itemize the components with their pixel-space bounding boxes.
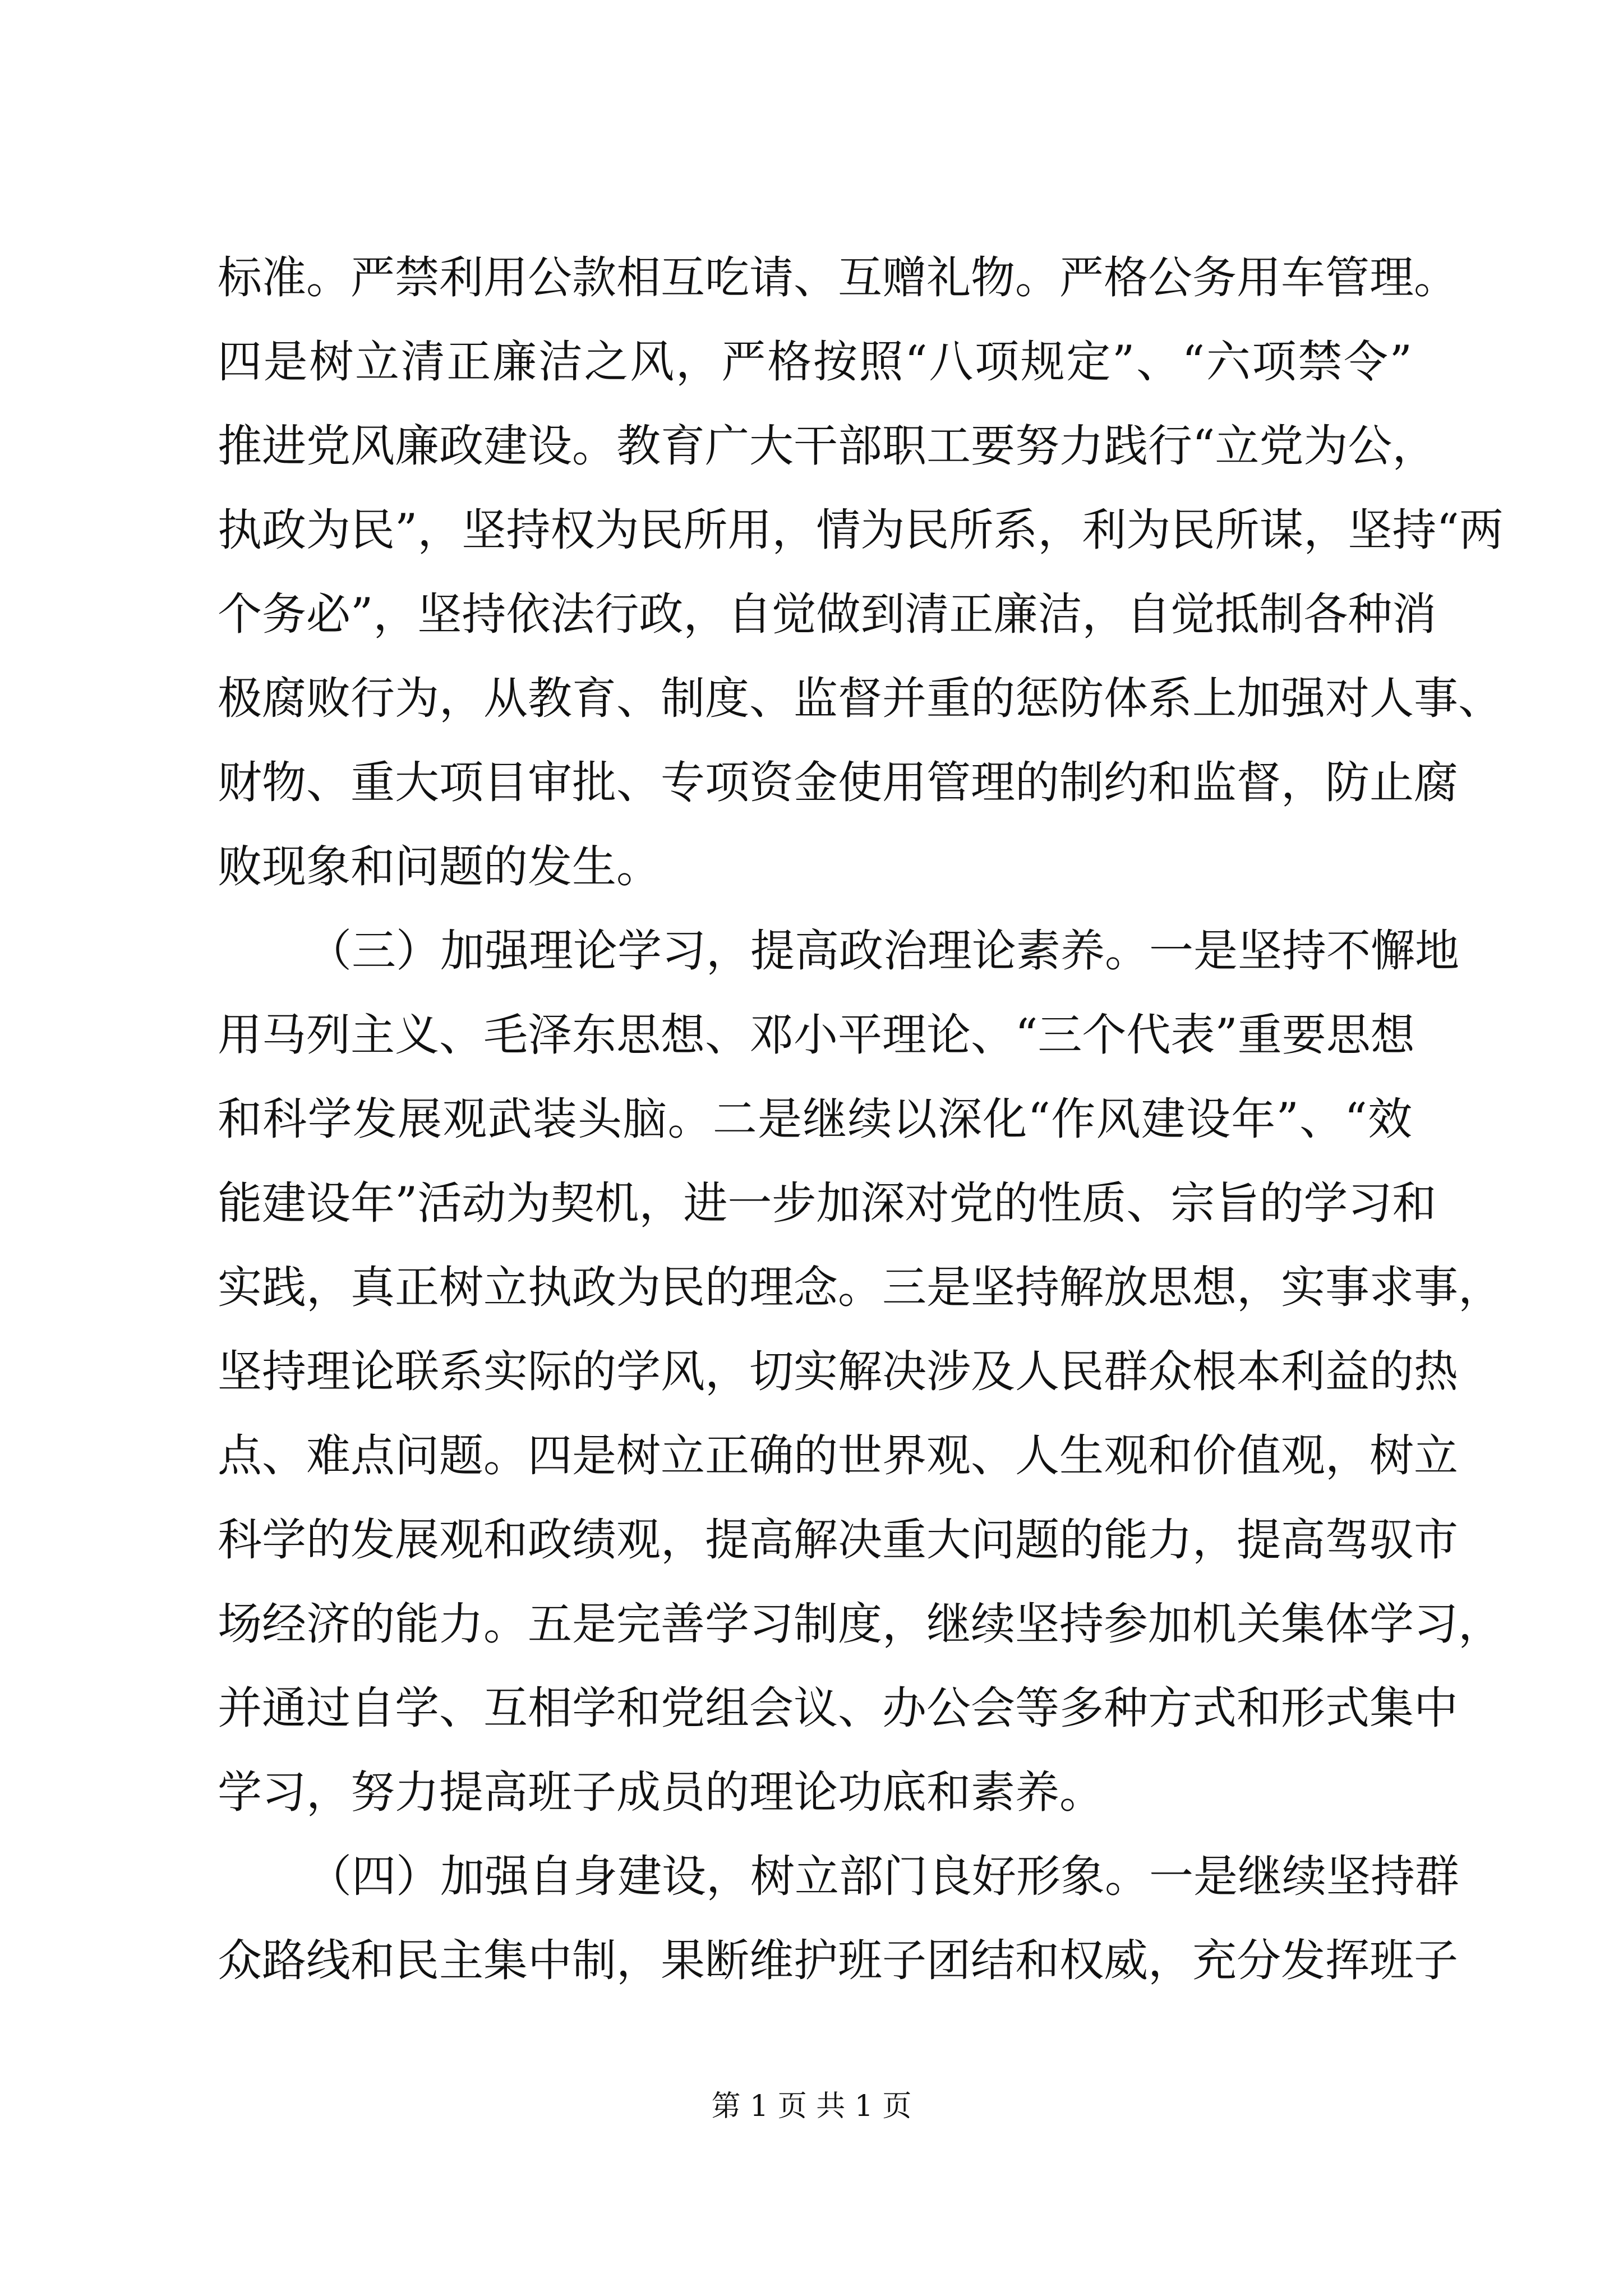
- text-line: 个务必”，坚持依法行政，自觉做到清正廉洁，自觉抵制各种消: [218, 588, 1437, 640]
- text-line: 能建设年”活动为契机，进一步加深对党的性质、宗旨的学习和: [218, 1177, 1437, 1229]
- text-line: 财物、重大项目审批、专项资金使用管理的制约和监督，防止腐: [218, 757, 1458, 808]
- paragraph-heading-line: （三）加强理论学习，提高政治理论素养。一是坚持不懈地: [307, 925, 1459, 977]
- text-line: 实践，真正树立执政为民的理念。三是坚持解放思想，实事求事，: [218, 1262, 1502, 1313]
- paragraph-heading-line: （四）加强自身建设，树立部门良好形象。一是继续坚持群: [307, 1851, 1459, 1902]
- text-line: 众路线和民主集中制，果断维护班子团结和权威，充分发挥班子: [218, 1935, 1458, 1986]
- page-number-footer: 第 1 页 共 1 页: [711, 2090, 912, 2123]
- text-line: 败现象和问题的发生。: [218, 841, 661, 892]
- text-line: 和科学发展观武装头脑。二是继续以深化“作风建设年”、“效: [218, 1093, 1412, 1145]
- text-line: 四是树立清正廉洁之风，严格按照“八项规定”、“六项禁令”: [218, 336, 1412, 388]
- text-line: 场经济的能力。五是完善学习制度，继续坚持参加机关集体学习，: [218, 1598, 1502, 1650]
- text-line: 坚持理论联系实际的学风，切实解决涉及人民群众根本利益的热: [218, 1346, 1458, 1397]
- text-line: 用马列主义、毛泽东思想、邓小平理论、“三个代表”重要思想: [218, 1009, 1415, 1061]
- text-line: 点、难点问题。四是树立正确的世界观、人生观和价值观，树立: [218, 1430, 1458, 1481]
- text-line: 科学的发展观和政绩观，提高解决重大问题的能力，提高驾驭市: [218, 1514, 1458, 1566]
- text-line: 并通过自学、互相学和党组会议、办公会等多种方式和形式集中: [218, 1682, 1458, 1734]
- text-line: 推进党风廉政建设。教育广大干部职工要努力践行“立党为公，: [218, 420, 1437, 472]
- text-line: 执政为民”，坚持权为民所用，情为民所系，利为民所谋，坚持“两: [218, 504, 1504, 556]
- text-line: 学习，努力提高班子成员的理论功底和素养。: [218, 1766, 1104, 1818]
- text-line: 标准。严禁利用公款相互吃请、互赠礼物。严格公务用车管理。: [218, 252, 1458, 303]
- text-line: 极腐败行为，从教育、制度、监督并重的惩防体系上加强对人事、: [218, 673, 1502, 724]
